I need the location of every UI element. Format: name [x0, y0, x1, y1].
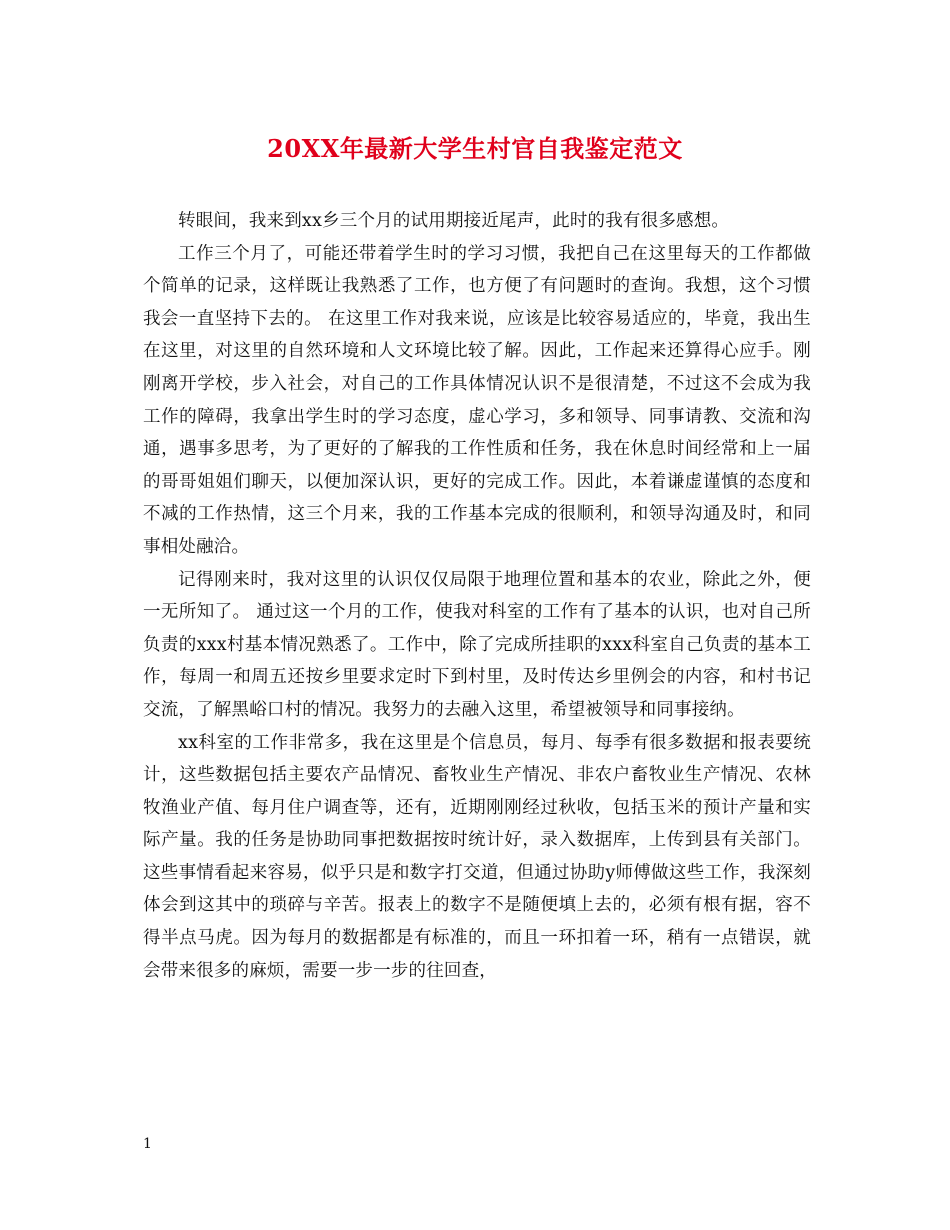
- document-body: [143, 205, 811, 987]
- paragraph-4: xx科室的工作非常多，我在这里是个信息员，每月、每季有很多数据和报表要统计，这些数据包括主要农产品情况、畜牧业生产情况、非农户畜牧业生产情况、农林牧渔业产值、每月住户调查等，还有，近期刚刚经过秋收，包括玉米的预计产量和实际产量。我的任务是协助同事把数据按时统计好，录入数据库，上传到县有关部门。这些事情看起来容易，似乎只是和数字打交道，但通过协助y师傅做这些工作，我深刻体会到这其中的琐碎与辛苦。报表上的数字不是随便填上去的，必须有根有据，容不得半点马虎。因为每月的数据都是有标准的，而且一环扣着一环，稍有一点错误，就会带来很多的麻烦，需要一步一步的往回查，: [143, 732, 811, 981]
- page-number: 1: [143, 1136, 152, 1152]
- paragraph-1: 转眼间，我来到xx乡三个月的试用期接近尾声，此时的我有很多感想。: [178, 211, 730, 231]
- document-title: 20XX年最新大学生村官自我鉴定范文: [267, 134, 683, 163]
- paragraph-2: 工作三个月了，可能还带着学生时的学习习惯，我把自己在这里每天的工作都做个简单的记录，这样既让我熟悉了工作，也方便了有问题时的查询。我想，这个习惯我会一直坚持下去的。 在这里工作对我来说，应该是比较容易适应的，毕竟，我出生在这里，对这里的自然环境和人文环境比较了解。因此，工作起来还算得心应手。刚刚离开学校，步入社会，对自己的工作具体情况认识不是很清楚，不过这不会成为我工作的障碍，我拿出学生时的学习态度，虚心学习，多和领导、同事请教、交流和沟通，遇事多思考，为了更好的了解我的工作性质和任务，我在休息时间经常和上一届的哥哥姐姐们聊天，以便加深认识，更好的完成工作。因此，本着谦虚谨慎的态度和不减的工作热情，这三个月来，我的工作基本完成的很顺利，和领导沟通及时，和同事相处融洽。: [143, 243, 811, 557]
- paragraph-3: 记得刚来时，我对这里的认识仅仅局限于地理位置和基本的农业，除此之外，便一无所知了。 通过这一个月的工作，使我对科室的工作有了基本的认识，也对自己所负责的xxx村基本情况熟悉了。工作中，除了完成所挂职的xxx科室自己负责的基本工作，每周一和周五还按乡里要求定时下到村里，及时传达乡里例会的内容，和村书记交流，了解黑峪口村的情况。我努力的去融入这里，希望被领导和同事接纳。: [143, 569, 811, 720]
